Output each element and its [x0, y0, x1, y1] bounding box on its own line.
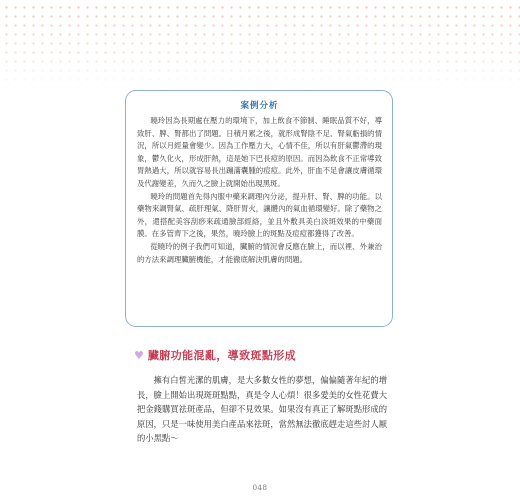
case-paragraph-1: 曉玲因為長期處在壓力的環境下，加上飲食不節制、睡眠品質不好，導致肝、脾、腎都出了問題。日積月累之後，就形成腎陰不足、腎氣虧損的情況，所以月經量會變少。因為工作壓力大，心情不佳，所以有肝氣鬱滯的現象，鬱久化火，形成肝熱，這是她下巴長痘的原因。而因為飲食不正常導致胃熱過大，所以就容易長出蹦滿囊腫的痘痘。此外，肝血不足會讓皮膚循環及代謝變差，久而久之臉上就開始出現黑斑。: [137, 116, 382, 188]
page-number: 048: [252, 484, 268, 492]
section-body-text: 擁有白皙光潔的肌膚，是大多數女性的夢想，偏偏隨著年紀的增長，臉上開始出現斑斑點點，真是令人心煩！很多愛美的女性花費大把金錢購買祛斑產品，但卻不見效果。如果沒有真正了解斑點形成的原因，只是一味使用美白產品來祛斑，當然無法徹底趕走這些討人厭的小黑點～: [137, 375, 387, 443]
case-analysis-title: 案例分析: [240, 101, 279, 111]
decorative-dot-pattern: [0, 0, 520, 92]
section-heading: [134, 347, 296, 363]
case-analysis-box: [125, 90, 393, 327]
case-paragraph-3: 從曉玲的例子我們可知道，臟腑的情況會反應在臉上，而以裡、外兼治的方法來調理臟腑機能，才能徹底解決肌膚的問題。: [137, 241, 382, 264]
case-paragraph-2: 曉玲的問題首先得內服中藥來調理內分泌，提升肝、腎、脾的功能。以藥物來調腎氣、疏肝理氣、降肝胃火，讓體內的氣血循環變好。除了藥物之外，還搭配美容刮痧來疏通臉部經絡，並且外敷具美白淡斑效果的中藥面膜。在多管齊下之後，果然，曉玲臉上的斑點及痘痘都獲得了改善。: [137, 191, 382, 239]
heart-icon: ♥: [134, 348, 144, 362]
section-title: 臟腑功能混亂，導致斑點形成: [147, 349, 297, 362]
